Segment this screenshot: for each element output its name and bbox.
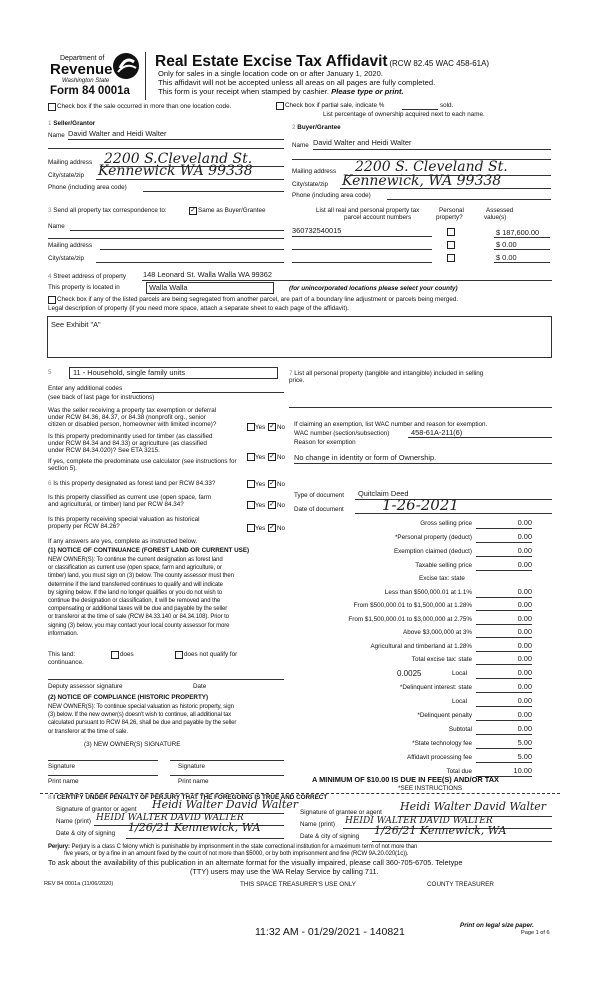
street-line: [142, 280, 552, 281]
personal-property-deduct-label: *Personal property (deduct): [394, 534, 472, 541]
correspondence-num: 3: [48, 207, 52, 214]
local-label: Local: [452, 670, 468, 677]
penalty-label: *Delinquent penalty: [417, 712, 472, 719]
certify-heading: I CERTIFY UNDER PENALTY OF PERJURY THAT THE FOREGOING IS TRUE AND CORRECT: [53, 794, 328, 801]
multi-location-label: Check box if the sale occurred in more than one location code.: [57, 103, 232, 110]
owner-signature-field-1[interactable]: [48, 760, 158, 761]
corr-name-label: Name: [48, 223, 65, 230]
owner-print-field-1[interactable]: [48, 775, 158, 776]
assessed-header-2: value(s): [484, 214, 507, 222]
total-excise-line: [476, 664, 532, 665]
bracket-2-label: From $500,000.01 to $1,500,000 at 1.28%: [353, 602, 472, 609]
correspondence-row: [48, 207, 167, 214]
personal-property-note: [289, 370, 483, 384]
buyer-mailing-value[interactable]: 2200 S. Cleveland St.: [355, 159, 508, 175]
accessibility-line-1: To ask about the availability of this publication in an alternate format for the visually impaired, please call 360-705-6705. Teletype: [48, 858, 463, 867]
unincorporated-note: (for unincorporated locations please select your county): [289, 285, 458, 292]
local-2-value[interactable]: 0.00: [517, 696, 532, 705]
q-exemption-line-1: Was the seller receiving a property tax exemption or deferral: [48, 407, 217, 414]
notice1-line-5: by signing below. If the land no longer qualifies or you do not wish to: [48, 589, 223, 596]
notice1-line-3: timber) land, you must sign on (3) below. The county assessor must then: [48, 573, 234, 580]
segregated-label: Check box if any of the listed parcels are being segregated from another parcel, are part of a boundary line adjustment or parcels being merged.: [57, 296, 459, 303]
processing-fee-line: [476, 762, 532, 763]
personal-deduct-line: [476, 542, 532, 543]
partial-sale-checkbox[interactable]: [276, 102, 284, 110]
sold-label: sold.: [440, 102, 454, 109]
bracket-1-value[interactable]: 0.00: [517, 587, 532, 596]
section7-num: 7: [289, 370, 293, 377]
if-yes-note: If any answers are yes, complete as instructed below.: [48, 538, 198, 545]
minimum-due-note: A MINIMUM OF $10.00 IS DUE IN FEE(S) AND/OR TAX: [312, 775, 499, 784]
corr-city-field[interactable]: [96, 262, 284, 263]
legal-paper-note: Print on legal size paper.: [460, 922, 534, 929]
exemption-yes-checkbox[interactable]: [247, 423, 255, 431]
q-exemption: [48, 407, 216, 429]
perjury-bold: Perjury:: [48, 844, 70, 850]
exemption-no-label: No: [277, 424, 286, 431]
grantee-date-line: [372, 841, 552, 842]
seller-name-value[interactable]: David Walter and Heidi Walter: [68, 129, 167, 138]
assessed-value-2[interactable]: $ 0.00: [496, 240, 517, 249]
located-label: This property is located in: [48, 284, 120, 291]
street-value[interactable]: 148 Leonard St. Walla Walla WA 99362: [143, 270, 272, 279]
seller-num: 1: [48, 120, 52, 127]
agricultural-line: [476, 651, 532, 652]
excise-state-label: Excise tax: state: [419, 575, 465, 582]
notice1-line-10: information.: [48, 630, 79, 637]
located-select[interactable]: Walla Walla: [146, 282, 274, 294]
bracket-1-line: [476, 597, 532, 598]
owner-print-field-2[interactable]: [170, 775, 284, 776]
does-checkbox[interactable]: [111, 651, 119, 659]
assessed-header: [484, 207, 513, 221]
q-current-line-2: and agricultural, or timber) land per RCW 84.34?: [48, 501, 184, 509]
forest-yes-label: Yes: [255, 481, 266, 488]
grantor-date-label: Date & city of signing: [56, 830, 116, 837]
bracket-3-line: [476, 624, 532, 625]
q-special-line-1: Is this property receiving special valuation as historical: [48, 516, 200, 523]
buyer-heading-text: Buyer/Grantee: [297, 124, 341, 131]
grantee-name-print[interactable]: HEIDI WALTER DAVID WALTER: [345, 816, 493, 826]
does-not-checkbox[interactable]: [175, 651, 183, 659]
street-label-row: [48, 273, 126, 280]
q-forest-row: [48, 480, 215, 487]
notice1-line-6: continue the designation or classification, it will be removed and the: [48, 598, 221, 605]
header-note-3a: This form is your receipt when stamped by cashier.: [158, 87, 329, 96]
grantee-date-label: Date & city of signing: [300, 833, 360, 840]
form-rcw: (RCW 82.45 WAC 458-61A): [389, 59, 490, 68]
notice-compliance-body: [48, 703, 236, 736]
bracket-3-value[interactable]: 0.00: [517, 614, 532, 623]
grantor-signature[interactable]: Heidi Walter David Walter: [152, 798, 299, 811]
land-use-code-select[interactable]: 11 - Household, single family units: [69, 367, 278, 379]
parcel-header-1: List all real and personal property tax: [316, 207, 420, 214]
signature-label-1: Signature: [48, 763, 75, 770]
q-special-valuation: [48, 516, 200, 530]
grantee-sig-label: Signature of grantee or agent: [300, 809, 382, 816]
dept-label: Department of: [60, 55, 105, 62]
subtotal-label: Subtotal: [448, 726, 472, 733]
tech-fee-value[interactable]: 5.00: [517, 738, 532, 747]
grantor-date-city[interactable]: 1/26/21 Kennewick, WA: [128, 821, 261, 834]
local-rate[interactable]: 0.0025: [397, 669, 422, 678]
personal-property-checkbox-2[interactable]: [447, 241, 455, 249]
notice1-line-4: determine if the land transferred continues to qualify and will indicate: [48, 581, 223, 588]
timber-note-2: section 5).: [48, 465, 78, 473]
reason-value[interactable]: No change in identity or form of Ownership.: [294, 453, 437, 462]
perjury-line-2: five years, or by a fine in an amount fixed by the court of not more than $5000, or by both imprisonment and fine (RCW 9A.20.020(1c)).: [64, 851, 409, 857]
continuance-label: continuance.: [48, 659, 84, 666]
gross-selling-price-label: Gross selling price: [420, 520, 472, 527]
bracket-4-line: [476, 637, 532, 638]
timber-note: [48, 458, 237, 472]
same-as-buyer-label: Same as Buyer/Grantee: [198, 207, 266, 214]
forest-no-label: No: [277, 481, 286, 488]
additional-codes-field[interactable]: [132, 392, 284, 393]
notice2-line-4: or transferor at the time of sale.: [48, 728, 128, 735]
current-use-no-label: No: [277, 502, 286, 509]
perjury-text-1: Perjury is a class C felony which is punishable by imprisonment in the state correctional institution for a maximum term of not more than: [71, 844, 418, 850]
notice2-line-1: NEW OWNER(S): To continue special valuation as historic property, sign: [48, 704, 234, 710]
section6-num: 6: [48, 480, 52, 487]
parcel-line-3: [292, 262, 432, 263]
seller-phone-label: Phone (including area code): [48, 184, 127, 191]
assessed-line-3: [494, 262, 550, 263]
treasurer-use-only: THIS SPACE TREASURER'S USE ONLY: [240, 881, 356, 888]
special-yes-label: Yes: [255, 525, 266, 532]
legal-description-box[interactable]: See Exhibit "A": [47, 316, 552, 358]
personal-property-field[interactable]: [289, 407, 552, 408]
recording-stamp: 11:32 AM - 01/29/2021 - 140821: [255, 926, 405, 938]
notice2-line-3: calculated pursuant to RCW 84.26, shall be due and payable by the seller: [48, 720, 237, 727]
grantor-name-label: Name (print): [56, 818, 91, 825]
multi-location-checkbox[interactable]: [48, 103, 56, 111]
current-use-no-checkbox[interactable]: ✓: [269, 501, 275, 508]
this-land-label: This land:: [48, 651, 76, 658]
owner-signature-field-2[interactable]: [170, 760, 284, 761]
timber-no-checkbox[interactable]: ✓: [269, 453, 275, 460]
buyer-name-value[interactable]: David Walter and Heidi Walter: [313, 138, 412, 147]
total-due-value[interactable]: 10.00: [513, 766, 532, 775]
doc-date-label: Date of document: [294, 506, 344, 513]
special-no-label: No: [277, 525, 286, 532]
header-note-3: [158, 88, 404, 97]
assessed-line-1: [494, 237, 550, 238]
grantor-name-print[interactable]: HEIDI WALTER DAVID WALTER: [96, 813, 244, 823]
personal-header: [436, 207, 464, 221]
total-due-label: Total due: [446, 768, 472, 775]
timber-note-1: If yes, complete the predominate use calculator (see instructions for: [48, 458, 237, 465]
exemption-deduct-line: [476, 556, 532, 557]
timber-yes-checkbox[interactable]: [247, 453, 255, 461]
dept-state: Washington State: [62, 78, 110, 84]
current-use-yes-checkbox[interactable]: [247, 501, 255, 509]
tech-fee-label: *State technology fee: [412, 740, 472, 747]
does-not-label: does not qualify for: [184, 651, 238, 658]
print-name-label-2: Print name: [178, 778, 209, 785]
see-back-note: (see back of last page for instructions): [48, 394, 155, 401]
penalty-value[interactable]: 0.00: [517, 710, 532, 719]
bracket-3-label: From $1,500,000.01 to $3,000,000 at 2.75%: [348, 616, 472, 623]
wac-label: WAC number (section/subsection): [294, 430, 390, 437]
new-owner-signature-heading: (3) NEW OWNER(S) SIGNATURE: [84, 741, 181, 748]
seller-mailing-value[interactable]: 2200 S.Cleveland St.: [104, 151, 253, 167]
local-line: [476, 678, 532, 679]
additional-codes-label: Enter any additional codes: [48, 385, 123, 392]
current-use-yes-label: Yes: [255, 502, 266, 509]
seller-heading-text: Seller/Grantor: [53, 120, 96, 127]
q-current-use: [48, 494, 211, 508]
processing-fee-value[interactable]: 5.00: [517, 752, 532, 761]
buyer-city-line: [340, 188, 551, 189]
buyer-city-label: City/state/zip: [292, 181, 329, 188]
processing-fee-label: Affidavit processing fee: [407, 754, 472, 761]
corr-name-line-2: [48, 238, 284, 239]
form-title: Real Estate Excise Tax Affidavit: [155, 53, 388, 70]
street-label: Street address of property: [53, 273, 127, 280]
reason-label: Reason for exemption: [294, 439, 356, 446]
notice-continuance-title: (1) NOTICE OF CONTINUANCE (FOREST LAND OR CURRENT USE): [48, 547, 250, 554]
corr-mailing-label: Mailing address: [48, 242, 93, 249]
notice2-line-2: (3) below. If the new owner(s) doesn't wish to continue, all additional tax: [48, 712, 232, 719]
does-label: does: [120, 651, 134, 658]
certify-num: 8: [48, 794, 52, 801]
perjury-line-1: [48, 844, 417, 851]
taxable-price-label: Taxable selling price: [415, 562, 472, 569]
buyer-phone-field[interactable]: [387, 199, 551, 200]
local-2-line: [476, 706, 532, 707]
notice1-line-8: or transferor at the time of sale (RCW 84.33.140 or 84.34.108). Prior to: [48, 614, 229, 621]
timber-no-label: No: [277, 454, 286, 461]
header-note-3b: Please type or print.: [331, 87, 404, 96]
notice-continuance-body: [48, 556, 234, 638]
assessed-value-1[interactable]: $ 187,600.00: [496, 228, 540, 237]
corr-city-label: City/state/zip: [48, 255, 85, 262]
notice1-line-2: or classification as current use (open space, farm and agriculture, or: [48, 565, 222, 572]
delinquent-state-value[interactable]: 0.00: [517, 682, 532, 691]
section7-line-1: [289, 370, 483, 377]
personal-header-2: property?: [436, 214, 463, 222]
notice1-line-1: NEW OWNER(S): To continue the current designation as forest land: [48, 557, 223, 563]
q-exemption-line-2: under RCW 84.36, 84.37, or 84.38 (nonprofit org., senior: [48, 414, 206, 422]
doc-date-value[interactable]: 1-26-2021: [382, 496, 459, 514]
deputy-signature-field[interactable]: [48, 679, 284, 680]
assessed-line-2: [494, 249, 550, 250]
county-treasurer-label: COUNTY TREASURER: [427, 881, 494, 888]
q-timber: [48, 433, 213, 455]
q-timber-line-1: Is this property predominantly used for timber (as classified: [48, 433, 213, 440]
doc-date-line: [355, 513, 552, 514]
reason-line: [294, 463, 552, 464]
partial-pct-field[interactable]: [402, 109, 438, 110]
seller-name-line: [68, 139, 284, 140]
assessed-value-3[interactable]: $ 0.00: [496, 253, 517, 262]
buyer-heading: [292, 124, 341, 131]
taxable-line: [476, 570, 532, 571]
parcel-line-1: [292, 236, 432, 237]
q-exemption-line-3: citizen or disabled person, homeowner with limited income)?: [48, 421, 217, 429]
section7-text-1: List all personal property (tangible and intangible) included in selling: [294, 370, 484, 377]
personal-property-checkbox-3[interactable]: [447, 254, 455, 262]
special-yes-checkbox[interactable]: [247, 524, 255, 532]
property-num: 4: [48, 273, 52, 280]
seller-city-line: [96, 179, 284, 180]
seller-city-label: City/state/zip: [48, 172, 85, 179]
seller-name-line-2: [48, 148, 284, 149]
gross-line: [476, 528, 532, 529]
q-forest: Is this property designated as forest land per RCW 84.33?: [53, 480, 216, 487]
section7-line-2: price.: [289, 377, 305, 385]
grantee-date-city[interactable]: 1/26/21 Kennewick, WA: [374, 824, 507, 837]
bracket-4-value[interactable]: 0.00: [517, 627, 532, 636]
bracket-2-line: [476, 610, 532, 611]
local-2-label: Local: [452, 698, 468, 705]
bracket-2-value[interactable]: 0.00: [517, 600, 532, 609]
notice1-line-9: signing (3) below, you may contact your local county assessor for more: [48, 622, 230, 629]
header-note-2: This affidavit will not be accepted unless all areas on all pages are fully completed.: [158, 78, 436, 87]
notice-compliance-title: (2) NOTICE OF COMPLIANCE (HISTORIC PROPERTY): [48, 694, 209, 701]
page-number: Page 1 of 6: [521, 930, 550, 936]
bracket-1-label: Less than $500,000.01 at 1.1%: [384, 589, 472, 596]
doc-type-value[interactable]: Quitclaim Deed: [358, 489, 409, 498]
buyer-city-value[interactable]: Kennewick, WA 99338: [342, 173, 502, 189]
delinquent-state-label: *Delinquent interest: state: [399, 684, 472, 691]
wac-instruction: If claiming an exemption, list WAC number and reason for exemption.: [294, 421, 488, 428]
same-as-buyer-checkbox[interactable]: ✓: [190, 207, 196, 214]
deputy-date-label: Date: [193, 683, 207, 690]
deputy-label: Deputy assessor signature: [48, 683, 123, 690]
seller-name-label: Name: [48, 132, 65, 139]
exemption-deduct-value[interactable]: 0.00: [517, 546, 532, 555]
seller-heading: [48, 120, 95, 127]
gross-selling-price-value[interactable]: 0.00: [517, 518, 532, 527]
personal-property-deduct-value[interactable]: 0.00: [517, 532, 532, 541]
q-current-line-1: Is this property classified as current use (open space, farm: [48, 494, 212, 501]
wac-value[interactable]: 458-61A-211(6): [411, 428, 463, 437]
exemption-yes-label: Yes: [255, 424, 266, 431]
header-divider: [145, 52, 146, 100]
form-number: Form 84 0001a: [50, 85, 130, 97]
seller-city-value[interactable]: Kennewick WA 99338: [98, 163, 253, 179]
section5-num: 5: [48, 369, 52, 376]
forest-no-checkbox[interactable]: ✓: [269, 480, 275, 487]
correspondence-text: Send all property tax correspondence to:: [53, 207, 167, 214]
signature-label-2: Signature: [178, 763, 205, 770]
personal-property-checkbox-1[interactable]: [447, 228, 455, 236]
q-special-line-2: property per RCW 84.26?: [48, 523, 120, 531]
agricultural-value[interactable]: 0.00: [517, 641, 532, 650]
corr-name-field[interactable]: [70, 230, 284, 231]
assessed-header-1: Assessed: [486, 207, 514, 214]
grantee-signature[interactable]: Heidi Walter David Walter: [400, 800, 547, 813]
segregated-checkbox[interactable]: [48, 296, 56, 304]
revenue-logo-icon: [112, 52, 140, 80]
total-excise-label: Total excise tax: state: [411, 656, 472, 663]
taxable-price-value[interactable]: 0.00: [517, 560, 532, 569]
exemption-no-checkbox[interactable]: ✓: [269, 423, 275, 430]
parcel-header: [316, 207, 419, 221]
timber-yes-label: Yes: [255, 454, 266, 461]
buyer-mailing-label: Mailing address: [292, 168, 337, 175]
exemption-deduct-label: Exemption claimed (deduct): [393, 548, 472, 555]
buyer-phone-label: Phone (including area code): [292, 192, 371, 199]
revision-label: REV 84 0001a (11/06/2020): [44, 881, 114, 887]
list-percentage-note: List percentage of ownership acquired next to each name.: [323, 111, 485, 118]
agricultural-label: Agricultural and timberland at 1.28%: [370, 643, 472, 650]
delinquent-state-line: [476, 692, 532, 693]
dept-name: Revenue: [50, 61, 113, 78]
q-timber-line-3: under RCW 84.34.020)? See ETA 3215.: [48, 447, 160, 455]
local-value[interactable]: 0.00: [517, 668, 532, 677]
parcel-line-2: [292, 249, 432, 250]
subtotal-value[interactable]: 0.00: [517, 724, 532, 733]
penalty-line: [476, 720, 532, 721]
grantor-sig-label: Signature of grantor or agent: [56, 806, 137, 813]
wac-line: [408, 437, 552, 438]
doc-type-label: Type of document: [294, 492, 345, 499]
seller-mailing-label: Mailing address: [48, 159, 93, 166]
total-excise-value[interactable]: 0.00: [517, 654, 532, 663]
grantor-date-line: [126, 838, 284, 839]
partial-sale-label: Check box if partial sale, indicate %: [285, 102, 385, 109]
see-instructions-note: *SEE INSTRUCTIONS: [398, 785, 463, 792]
subtotal-line: [476, 734, 532, 735]
parcel-account-1[interactable]: 360732540015: [292, 226, 342, 235]
parcel-header-2: parcel account numbers: [344, 214, 412, 222]
grantee-name-label: Name (print): [300, 821, 335, 828]
seller-phone-field[interactable]: [143, 191, 284, 192]
buyer-name-label: Name: [292, 142, 309, 149]
buyer-num: 2: [292, 124, 296, 131]
legal-label: Legal description of property (if you need more space, attach a separate sheet to each page of the affidavit).: [48, 305, 349, 312]
accessibility-line-2: (TTY) users may use the WA Relay Service by calling 711.: [190, 867, 379, 876]
special-no-checkbox[interactable]: ✓: [269, 524, 275, 531]
buyer-name-line: [313, 149, 551, 150]
header-note-1: Only for sales in a single location code on or after January 1, 2020.: [158, 69, 383, 78]
tech-fee-line: [476, 748, 532, 749]
q-timber-line-2: under RCW 84.34 and 84.33) or agriculture (as classified: [48, 440, 207, 448]
corr-mailing-field[interactable]: [100, 249, 284, 250]
bracket-4-label: Above $3,000,000 at 3%: [403, 629, 472, 636]
personal-header-1: Personal: [439, 207, 464, 214]
forest-yes-checkbox[interactable]: [247, 480, 255, 488]
print-name-label-1: Print name: [48, 778, 79, 785]
notice1-line-7: compensating or additional taxes will be due and payable by the seller: [48, 606, 228, 613]
